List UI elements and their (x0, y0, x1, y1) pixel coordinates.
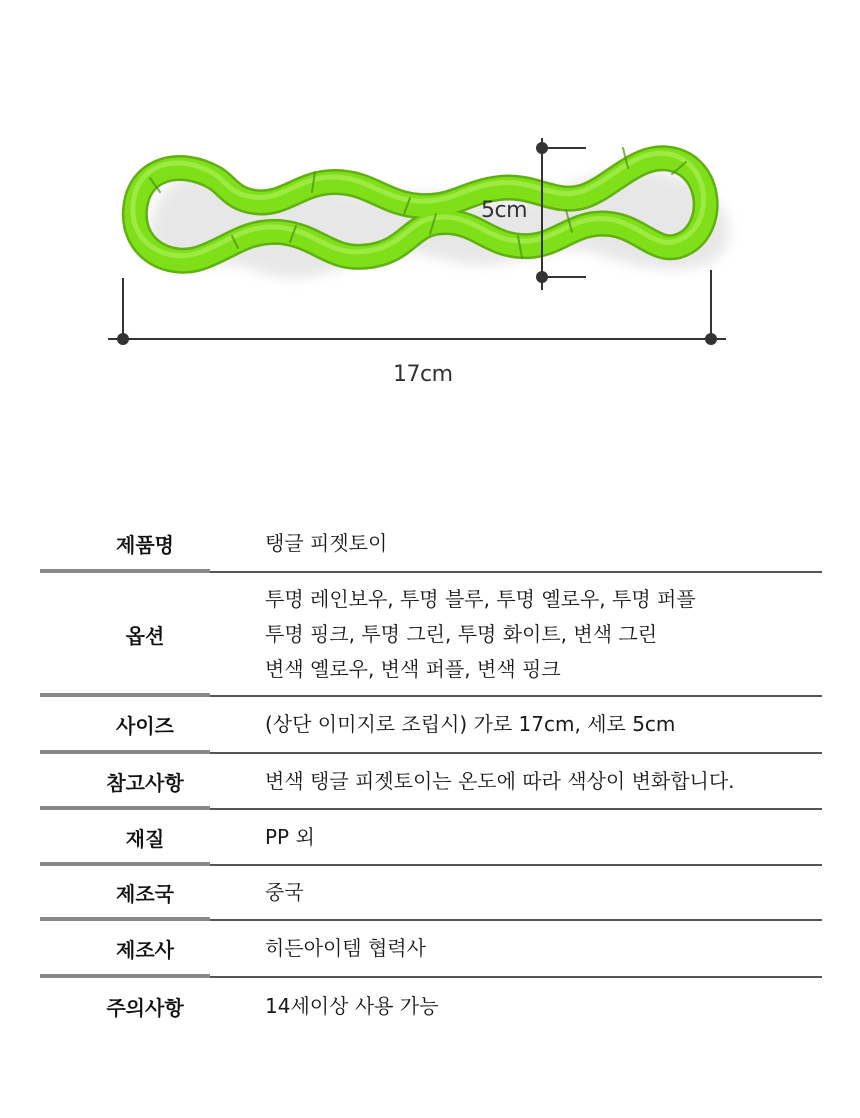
width-dimension-line (108, 270, 726, 340)
spec-value (250, 989, 438, 1024)
spec-value-line: 투명 핑크, 투명 그린, 투명 화이트, 변색 그린 (265, 621, 658, 646)
spec-row-country (40, 866, 822, 921)
product-figure (0, 0, 860, 440)
width-dimension-end-dot (705, 333, 717, 345)
spec-row-material (40, 810, 822, 866)
spec-value (250, 820, 315, 855)
spec-table (40, 515, 822, 1034)
spec-row-notes (40, 754, 822, 810)
spec-label: 제품명 (116, 532, 174, 557)
spec-value-line: 히든아이템 협력사 (265, 936, 426, 960)
spec-value (250, 707, 675, 742)
spec-row-options (40, 573, 822, 697)
spec-value-line: 투명 레인보우, 투명 블루, 투명 옐로우, 투명 퍼플 (265, 586, 696, 611)
spec-value-line: 탱글 피젯토이 (265, 530, 388, 555)
spec-row-manufacturer (40, 921, 822, 978)
width-label: 17cm (393, 362, 453, 387)
width-dimension-start-dot (117, 333, 129, 345)
spec-label: 주의사항 (106, 995, 184, 1020)
spec-label: 제조국 (116, 882, 174, 906)
height-dimension-bottom-dot (536, 271, 548, 283)
height-dimension-top-dot (536, 142, 548, 154)
spec-value (250, 931, 426, 966)
spec-label: 제조사 (116, 938, 174, 962)
spec-row-size (40, 697, 822, 754)
spec-value-line: 변색 탱글 피젯토이는 온도에 따라 색상이 변화합니다. (265, 768, 735, 793)
spec-value (250, 582, 696, 687)
spec-row-caution (40, 978, 822, 1034)
spec-value-line: PP 외 (265, 824, 315, 849)
spec-label: 옵션 (125, 623, 165, 648)
spec-value-line: 14세이상 사용 가능 (265, 993, 439, 1018)
spec-row-product-name (40, 515, 822, 573)
spec-value (250, 526, 387, 561)
spec-value-line: 중국 (265, 880, 304, 904)
height-label: 5cm (481, 198, 528, 223)
spec-label: 사이즈 (116, 714, 174, 738)
spec-value-line: 변색 옐로우, 변색 퍼플, 변색 핑크 (265, 656, 561, 681)
spec-value (250, 875, 304, 910)
spec-value (250, 764, 735, 799)
spec-value-line: (상단 이미지로 조립시) 가로 17cm, 세로 5cm (265, 712, 676, 736)
spec-label: 참고사항 (106, 770, 184, 795)
spec-label: 재질 (125, 826, 165, 851)
